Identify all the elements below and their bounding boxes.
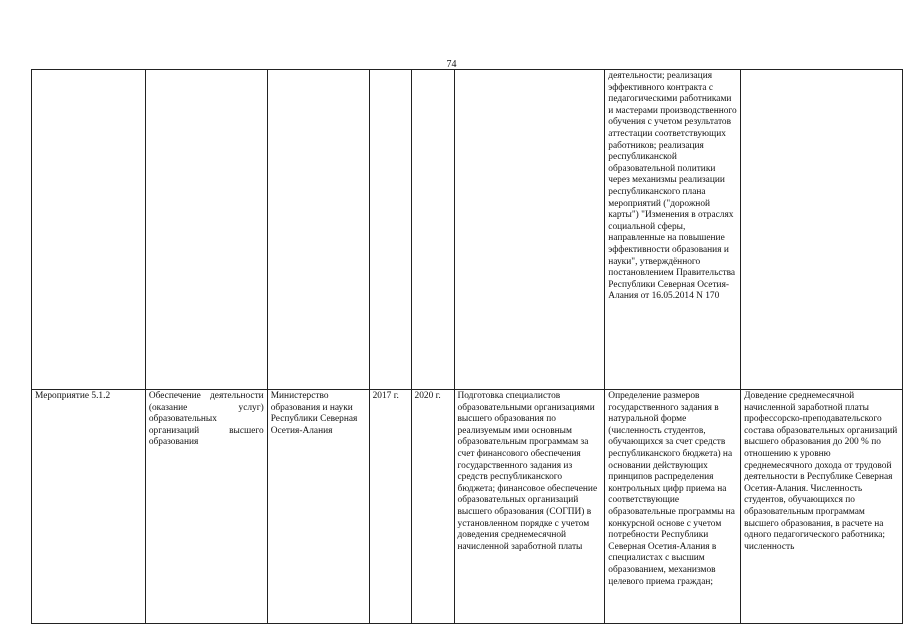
executor-cell <box>267 70 369 390</box>
program-measures-table <box>31 69 903 624</box>
start-cell <box>369 70 411 390</box>
name-cell <box>145 70 267 390</box>
basis-cell: деятельности; реализация эффективного контракта с педагогическими работниками и мастерами производственного обучения с учетом результатов аттестации соответствующих работников; реализация республиканской образовательной политики через механизмы реализации республиканского плана мероприятий ("дорожной карты") "Изменения в отраслях социальной сферы, направленные на повышение эффективности образования и науки", утверждённого постановлением Правительства Республики Северная Осетия-Алания от 16.05.2014 N 170 <box>605 70 741 390</box>
end-cell: 2020 г. <box>411 390 454 624</box>
result-cell <box>741 70 903 390</box>
basis-cell: Определение размеров государственного задания в натуральной форме (численность студентов, обучающихся за счет средств республиканского бюджета) на основании действующих принципов распределения контрольных цифр приема на соответствующие образовательные программы на конкурсной основе с учетом потребности Республики Северная Осетия-Алания в специалистах с высшим образованием, механизмов целевого приема граждан; <box>605 390 741 624</box>
content-cell <box>454 70 605 390</box>
measure-cell: Мероприятие 5.1.2 <box>32 390 146 624</box>
end-cell <box>411 70 454 390</box>
result-cell: Доведение среднемесячной начисленной заработной платы профессорско-преподавательского состава образовательных организаций высшего образования до 200 % по отношению к уровню среднемесячного дохода от трудовой деятельности в Республике Северная Осетия-Алания. Численность студентов, обучающихся по образовательным программам высшего образования, в расчете на одного педагогического работника; численность <box>741 390 903 624</box>
name-cell: Обеспечение деятельности (оказание услуг) образовательных организаций высшего образования <box>145 390 267 624</box>
content-cell: Подготовка специалистов образовательными организациями высшего образования по реализуемым ими основным образовательным программам за счет финансового обеспечения государственного задания из средств республиканского бюджета; финансовое обеспечение образовательных организаций высшего образования (СОГПИ) в установленном порядке с учетом доведения среднемесячной начисленной заработной платы <box>454 390 605 624</box>
table-row <box>32 70 903 390</box>
page-number: 74 <box>446 59 457 70</box>
executor-cell: Министерство образования и науки Республики Северная Осетия-Алания <box>267 390 369 624</box>
measure-cell <box>32 70 146 390</box>
table-row <box>32 390 903 624</box>
start-cell: 2017 г. <box>369 390 411 624</box>
